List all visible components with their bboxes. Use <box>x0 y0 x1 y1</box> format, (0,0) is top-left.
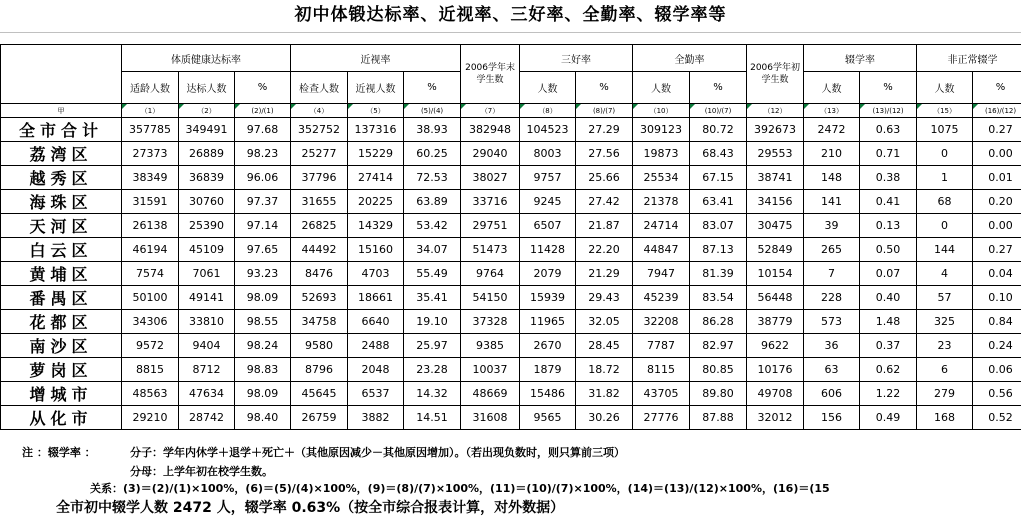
value-cell: 9757 <box>520 166 576 190</box>
value-cell: 31.82 <box>576 382 633 406</box>
value-cell: 72.53 <box>404 166 461 190</box>
value-cell: 228 <box>804 286 860 310</box>
value-cell: 34.07 <box>404 238 461 262</box>
page-title: 初中体锻达标率、近视率、三好率、全勤率、辍学率等 <box>294 5 727 25</box>
value-cell: 0.71 <box>860 142 917 166</box>
table-row <box>1 382 1021 406</box>
value-cell: 87.13 <box>690 238 747 262</box>
value-cell: 35.41 <box>404 286 461 310</box>
value-cell: 2472 <box>804 118 860 142</box>
value-cell: 15486 <box>520 382 576 406</box>
value-cell: 45239 <box>633 286 690 310</box>
value-cell: 144 <box>917 238 973 262</box>
value-cell: 23 <box>917 334 973 358</box>
subheader-cell: 人数 <box>917 72 973 104</box>
value-cell: 0.07 <box>860 262 917 286</box>
value-cell: 33810 <box>179 310 235 334</box>
table-row <box>1 142 1021 166</box>
value-cell: 11965 <box>520 310 576 334</box>
stats-table <box>0 44 1021 430</box>
summary-line: 全市初中辍学人数 2472 人，辍学率 0.63%（按全市综合报表计算，对外数据） <box>56 500 565 516</box>
table-row <box>1 358 1021 382</box>
value-cell: 47634 <box>179 382 235 406</box>
value-cell: 0.63 <box>860 118 917 142</box>
value-cell: 7 <box>804 262 860 286</box>
value-cell: 67.15 <box>690 166 747 190</box>
code-cell: （13） <box>804 104 860 118</box>
value-cell: 29040 <box>461 142 520 166</box>
value-cell: 0.27 <box>973 118 1021 142</box>
value-cell: 98.40 <box>235 406 291 430</box>
code-cell: (5)/(4) <box>404 104 461 118</box>
value-cell: 0.10 <box>973 286 1021 310</box>
value-cell: 53.42 <box>404 214 461 238</box>
value-cell: 54150 <box>461 286 520 310</box>
value-cell: 25534 <box>633 166 690 190</box>
value-cell: 15229 <box>348 142 404 166</box>
value-cell: 97.68 <box>235 118 291 142</box>
table-row <box>1 406 1021 430</box>
value-cell: 1.22 <box>860 382 917 406</box>
region-cell: 白云区 <box>1 238 122 262</box>
value-cell: 37796 <box>291 166 348 190</box>
subheader-cell: % <box>860 72 917 104</box>
subheader-cell: % <box>235 72 291 104</box>
header-good: 三好率 <box>520 45 633 72</box>
value-cell: 21.87 <box>576 214 633 238</box>
value-cell: 0.24 <box>973 334 1021 358</box>
value-cell: 30.26 <box>576 406 633 430</box>
value-cell: 9764 <box>461 262 520 286</box>
code-cell: （7） <box>461 104 520 118</box>
value-cell: 4 <box>917 262 973 286</box>
value-cell: 98.55 <box>235 310 291 334</box>
value-cell: 309123 <box>633 118 690 142</box>
value-cell: 8815 <box>122 358 179 382</box>
value-cell: 325 <box>917 310 973 334</box>
header-students-end: 2006学年末学生数 <box>461 45 520 104</box>
value-cell: 63.89 <box>404 190 461 214</box>
value-cell: 29553 <box>747 142 804 166</box>
value-cell: 14.32 <box>404 382 461 406</box>
value-cell: 55.49 <box>404 262 461 286</box>
subheader-cell: 人数 <box>520 72 576 104</box>
value-cell: 30475 <box>747 214 804 238</box>
value-cell: 11428 <box>520 238 576 262</box>
value-cell: 8476 <box>291 262 348 286</box>
value-cell: 27.56 <box>576 142 633 166</box>
value-cell: 0.50 <box>860 238 917 262</box>
value-cell: 63 <box>804 358 860 382</box>
value-cell: 98.09 <box>235 382 291 406</box>
value-cell: 80.72 <box>690 118 747 142</box>
value-cell: 19873 <box>633 142 690 166</box>
region-cell: 越秀区 <box>1 166 122 190</box>
value-cell: 86.28 <box>690 310 747 334</box>
value-cell: 0.56 <box>973 382 1021 406</box>
subheader-cell: % <box>690 72 747 104</box>
value-cell: 26889 <box>179 142 235 166</box>
value-cell: 6507 <box>520 214 576 238</box>
value-cell: 83.07 <box>690 214 747 238</box>
value-cell: 7787 <box>633 334 690 358</box>
value-cell: 34156 <box>747 190 804 214</box>
value-cell: 25277 <box>291 142 348 166</box>
value-cell: 3882 <box>348 406 404 430</box>
value-cell: 2048 <box>348 358 404 382</box>
value-cell: 6537 <box>348 382 404 406</box>
value-cell: 137316 <box>348 118 404 142</box>
value-cell: 50100 <box>122 286 179 310</box>
value-cell: 34758 <box>291 310 348 334</box>
value-cell: 60.25 <box>404 142 461 166</box>
value-cell: 49141 <box>179 286 235 310</box>
region-cell: 黄埔区 <box>1 262 122 286</box>
table-row <box>1 262 1021 286</box>
value-cell: 98.24 <box>235 334 291 358</box>
value-cell: 27414 <box>348 166 404 190</box>
code-cell: （2） <box>179 104 235 118</box>
value-cell: 34306 <box>122 310 179 334</box>
value-cell: 24714 <box>633 214 690 238</box>
code-cell: （15） <box>917 104 973 118</box>
value-cell: 23.28 <box>404 358 461 382</box>
value-cell: 25.97 <box>404 334 461 358</box>
value-cell: 0.27 <box>973 238 1021 262</box>
sheet-gridline <box>0 32 1021 33</box>
value-cell: 382948 <box>461 118 520 142</box>
value-cell: 0.49 <box>860 406 917 430</box>
value-cell: 9572 <box>122 334 179 358</box>
value-cell: 52849 <box>747 238 804 262</box>
region-cell: 从化市 <box>1 406 122 430</box>
region-cell: 花都区 <box>1 310 122 334</box>
value-cell: 168 <box>917 406 973 430</box>
value-cell: 51473 <box>461 238 520 262</box>
value-cell: 1 <box>917 166 973 190</box>
value-cell: 45109 <box>179 238 235 262</box>
value-cell: 9385 <box>461 334 520 358</box>
value-cell: 44847 <box>633 238 690 262</box>
value-cell: 39 <box>804 214 860 238</box>
value-cell: 38779 <box>747 310 804 334</box>
value-cell: 8796 <box>291 358 348 382</box>
value-cell: 0.52 <box>973 406 1021 430</box>
header-attend: 全勤率 <box>633 45 747 72</box>
code-cell: (16)/(12) <box>973 104 1021 118</box>
region-cell: 荔湾区 <box>1 142 122 166</box>
value-cell: 30760 <box>179 190 235 214</box>
header-students-start: 2006学年初学生数 <box>747 45 804 104</box>
value-cell: 1879 <box>520 358 576 382</box>
value-cell: 43705 <box>633 382 690 406</box>
value-cell: 19.10 <box>404 310 461 334</box>
region-cell: 番禺区 <box>1 286 122 310</box>
value-cell: 49708 <box>747 382 804 406</box>
value-cell: 2079 <box>520 262 576 286</box>
value-cell: 6 <box>917 358 973 382</box>
code-cell: （1） <box>122 104 179 118</box>
value-cell: 36839 <box>179 166 235 190</box>
value-cell: 32.05 <box>576 310 633 334</box>
value-cell: 97.65 <box>235 238 291 262</box>
value-cell: 29.43 <box>576 286 633 310</box>
value-cell: 349491 <box>179 118 235 142</box>
header-pe: 体质健康达标率 <box>122 45 291 72</box>
header-dropout: 辍学率 <box>804 45 917 72</box>
value-cell: 31608 <box>461 406 520 430</box>
code-cell: （10） <box>633 104 690 118</box>
value-cell: 56448 <box>747 286 804 310</box>
value-cell: 98.09 <box>235 286 291 310</box>
value-cell: 45645 <box>291 382 348 406</box>
value-cell: 0.00 <box>973 214 1021 238</box>
value-cell: 6640 <box>348 310 404 334</box>
value-cell: 9622 <box>747 334 804 358</box>
value-cell: 83.54 <box>690 286 747 310</box>
value-cell: 38.93 <box>404 118 461 142</box>
value-cell: 357785 <box>122 118 179 142</box>
value-cell: 8115 <box>633 358 690 382</box>
code-cell: (10)/(7) <box>690 104 747 118</box>
value-cell: 1075 <box>917 118 973 142</box>
value-cell: 98.23 <box>235 142 291 166</box>
subheader-cell: 达标人数 <box>179 72 235 104</box>
value-cell: 22.20 <box>576 238 633 262</box>
value-cell: 38349 <box>122 166 179 190</box>
value-cell: 10176 <box>747 358 804 382</box>
value-cell: 26825 <box>291 214 348 238</box>
header-row-groups <box>1 45 1021 72</box>
value-cell: 10154 <box>747 262 804 286</box>
value-cell: 392673 <box>747 118 804 142</box>
value-cell: 27373 <box>122 142 179 166</box>
header-abnormal: 非正常辍学 <box>917 45 1021 72</box>
value-cell: 14.51 <box>404 406 461 430</box>
subheader-cell: 近视人数 <box>348 72 404 104</box>
value-cell: 25.66 <box>576 166 633 190</box>
value-cell: 36 <box>804 334 860 358</box>
value-cell: 31591 <box>122 190 179 214</box>
value-cell: 2670 <box>520 334 576 358</box>
notes-numerator: 分子：学年内休学＋退学＋死亡＋（其他原因减少－其他原因增加）。（若出现负数时，则只算前三项） <box>130 446 625 459</box>
notes-relations: 关系：(3)＝(2)/(1)×100%，(6)＝(5)/(4)×100%，(9)＝(8)/(7)×100%，(11)＝(10)/(7)×100%，(14)＝(13)/(12)×100%，(16)＝(15 <box>90 482 830 495</box>
subheader-cell: 人数 <box>633 72 690 104</box>
region-cell: 海珠区 <box>1 190 122 214</box>
value-cell: 93.23 <box>235 262 291 286</box>
value-cell: 80.85 <box>690 358 747 382</box>
value-cell: 32208 <box>633 310 690 334</box>
value-cell: 2488 <box>348 334 404 358</box>
value-cell: 0 <box>917 142 973 166</box>
subheader-cell: 检查人数 <box>291 72 348 104</box>
subheader-cell: % <box>973 72 1021 104</box>
value-cell: 68.43 <box>690 142 747 166</box>
notes-denominator: 分母：上学年初在校学生数。 <box>130 465 273 478</box>
value-cell: 8003 <box>520 142 576 166</box>
header-row-codes <box>1 104 1021 118</box>
value-cell: 27.42 <box>576 190 633 214</box>
value-cell: 0.13 <box>860 214 917 238</box>
value-cell: 46194 <box>122 238 179 262</box>
value-cell: 352752 <box>291 118 348 142</box>
value-cell: 148 <box>804 166 860 190</box>
value-cell: 0.06 <box>973 358 1021 382</box>
value-cell: 104523 <box>520 118 576 142</box>
value-cell: 48669 <box>461 382 520 406</box>
value-cell: 27.29 <box>576 118 633 142</box>
value-cell: 156 <box>804 406 860 430</box>
value-cell: 97.37 <box>235 190 291 214</box>
value-cell: 26759 <box>291 406 348 430</box>
value-cell: 606 <box>804 382 860 406</box>
code-cell: （5） <box>348 104 404 118</box>
value-cell: 4703 <box>348 262 404 286</box>
value-cell: 31655 <box>291 190 348 214</box>
value-cell: 9404 <box>179 334 235 358</box>
value-cell: 57 <box>917 286 973 310</box>
value-cell: 279 <box>917 382 973 406</box>
value-cell: 0.62 <box>860 358 917 382</box>
value-cell: 68 <box>917 190 973 214</box>
subheader-cell: 适龄人数 <box>122 72 179 104</box>
region-cell: 南沙区 <box>1 334 122 358</box>
table-row <box>1 334 1021 358</box>
value-cell: 21.29 <box>576 262 633 286</box>
code-cell: （12） <box>747 104 804 118</box>
table-row <box>1 214 1021 238</box>
value-cell: 96.06 <box>235 166 291 190</box>
value-cell: 9245 <box>520 190 576 214</box>
region-cell: 萝岗区 <box>1 358 122 382</box>
value-cell: 0.84 <box>973 310 1021 334</box>
notes-label: 注 ：辍学率 ： <box>22 446 96 459</box>
code-cell: （8） <box>520 104 576 118</box>
value-cell: 28742 <box>179 406 235 430</box>
value-cell: 18.72 <box>576 358 633 382</box>
region-cell: 全市合计 <box>1 118 122 142</box>
value-cell: 87.88 <box>690 406 747 430</box>
subheader-cell: % <box>404 72 461 104</box>
value-cell: 0.20 <box>973 190 1021 214</box>
code-cell: (2)/(1) <box>235 104 291 118</box>
value-cell: 37328 <box>461 310 520 334</box>
table-row <box>1 310 1021 334</box>
value-cell: 82.97 <box>690 334 747 358</box>
value-cell: 265 <box>804 238 860 262</box>
value-cell: 98.83 <box>235 358 291 382</box>
header-myopia: 近视率 <box>291 45 461 72</box>
value-cell: 52693 <box>291 286 348 310</box>
value-cell: 25390 <box>179 214 235 238</box>
value-cell: 32012 <box>747 406 804 430</box>
value-cell: 0.04 <box>973 262 1021 286</box>
value-cell: 14329 <box>348 214 404 238</box>
table-body <box>1 118 1021 430</box>
value-cell: 20225 <box>348 190 404 214</box>
table-row <box>1 190 1021 214</box>
value-cell: 10037 <box>461 358 520 382</box>
code-cell: （4） <box>291 104 348 118</box>
value-cell: 38741 <box>747 166 804 190</box>
value-cell: 0.01 <box>973 166 1021 190</box>
subheader-cell: 人数 <box>804 72 860 104</box>
value-cell: 0 <box>917 214 973 238</box>
value-cell: 28.45 <box>576 334 633 358</box>
table-row <box>1 166 1021 190</box>
value-cell: 18661 <box>348 286 404 310</box>
value-cell: 0.40 <box>860 286 917 310</box>
value-cell: 0.00 <box>973 142 1021 166</box>
value-cell: 15939 <box>520 286 576 310</box>
value-cell: 0.41 <box>860 190 917 214</box>
code-cell-label: 甲 <box>1 104 122 118</box>
value-cell: 7574 <box>122 262 179 286</box>
value-cell: 29210 <box>122 406 179 430</box>
value-cell: 1.48 <box>860 310 917 334</box>
value-cell: 26138 <box>122 214 179 238</box>
table-row <box>1 286 1021 310</box>
region-cell: 增城市 <box>1 382 122 406</box>
value-cell: 29751 <box>461 214 520 238</box>
value-cell: 27776 <box>633 406 690 430</box>
value-cell: 141 <box>804 190 860 214</box>
subheader-cell: % <box>576 72 633 104</box>
table-row <box>1 238 1021 262</box>
value-cell: 7061 <box>179 262 235 286</box>
value-cell: 0.37 <box>860 334 917 358</box>
value-cell: 89.80 <box>690 382 747 406</box>
region-cell: 天河区 <box>1 214 122 238</box>
header-blank <box>1 45 122 104</box>
value-cell: 573 <box>804 310 860 334</box>
value-cell: 15160 <box>348 238 404 262</box>
code-cell: (8)/(7) <box>576 104 633 118</box>
value-cell: 7947 <box>633 262 690 286</box>
value-cell: 97.14 <box>235 214 291 238</box>
table-row <box>1 118 1021 142</box>
value-cell: 9565 <box>520 406 576 430</box>
value-cell: 9580 <box>291 334 348 358</box>
value-cell: 48563 <box>122 382 179 406</box>
value-cell: 21378 <box>633 190 690 214</box>
value-cell: 44492 <box>291 238 348 262</box>
value-cell: 8712 <box>179 358 235 382</box>
code-cell: (13)/(12) <box>860 104 917 118</box>
value-cell: 210 <box>804 142 860 166</box>
value-cell: 63.41 <box>690 190 747 214</box>
value-cell: 38027 <box>461 166 520 190</box>
value-cell: 81.39 <box>690 262 747 286</box>
value-cell: 33716 <box>461 190 520 214</box>
value-cell: 0.38 <box>860 166 917 190</box>
